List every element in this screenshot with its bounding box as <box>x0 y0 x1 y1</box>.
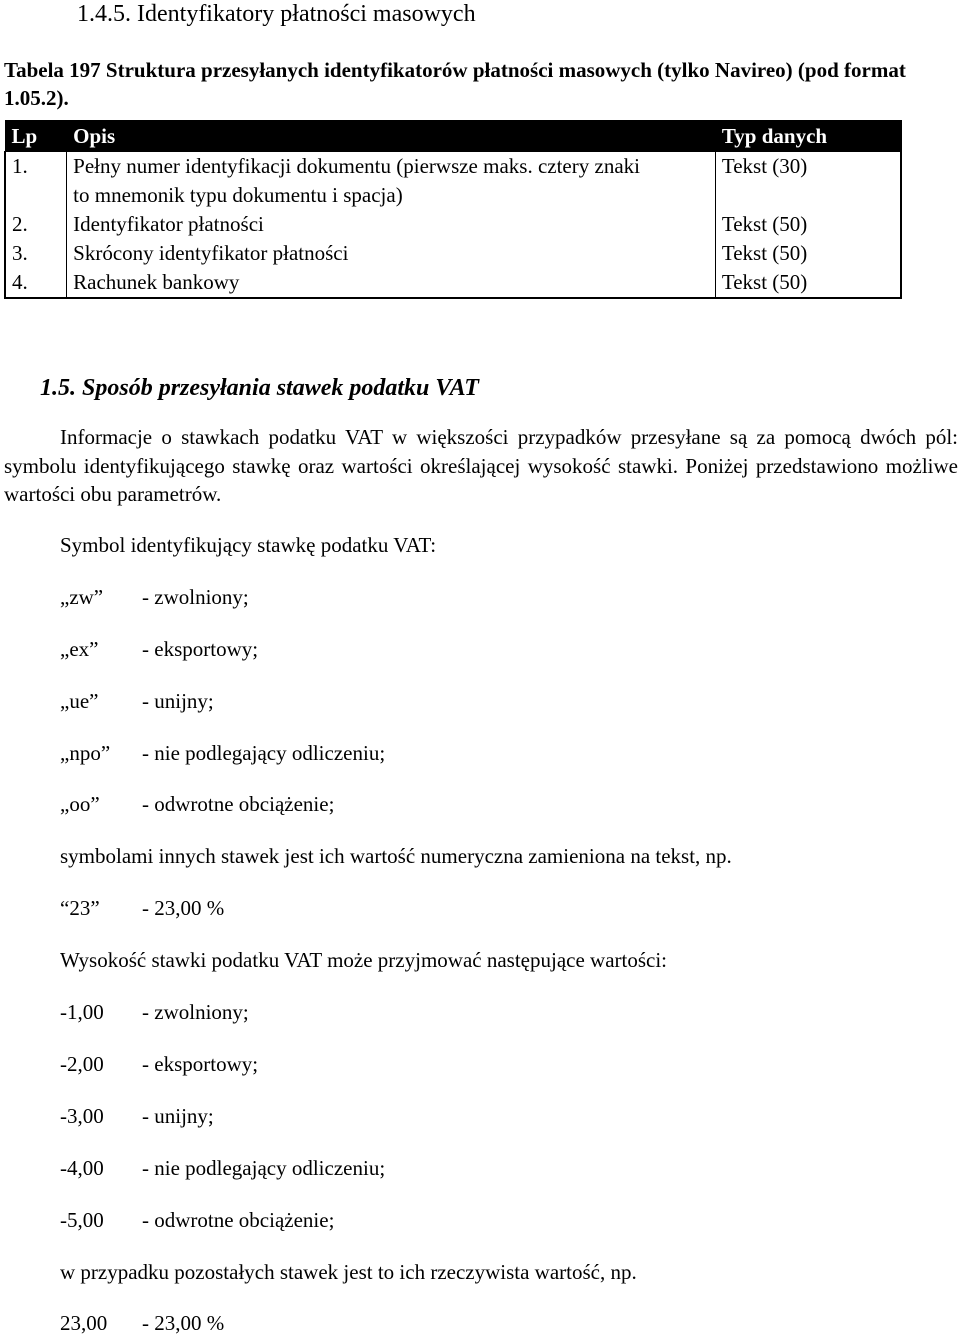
symbol-intro: Symbol identyfikujący stawkę podatku VAT: <box>60 533 437 557</box>
table-row <box>5 268 901 298</box>
cell-lp: 1. <box>5 152 67 211</box>
cell-opis: Skrócony identyfikator płatności <box>67 239 716 268</box>
table-row <box>5 239 901 268</box>
symbol-example-code: “23” <box>60 896 100 920</box>
table-row <box>5 210 901 239</box>
cell-opis: Rachunek bankowy <box>67 268 716 298</box>
symbol-desc: - zwolniony; <box>142 585 249 609</box>
value-example <box>60 1309 224 1337</box>
symbol-code: „ex” <box>60 637 99 661</box>
cell-lp: 4. <box>5 268 67 298</box>
symbol-item <box>60 790 334 818</box>
symbol-example <box>60 894 224 922</box>
symbol-code: „oo” <box>60 792 100 816</box>
cell-lp: 3. <box>5 239 67 268</box>
table-row <box>5 152 901 211</box>
cell-opis-line1: Pełny numer identyfikacji dokumentu (pierwsze maks. cztery znaki <box>73 154 640 178</box>
symbol-code: „zw” <box>60 585 104 609</box>
value-note: w przypadku pozostałych stawek jest to ich rzeczywista wartość, np. <box>60 1260 637 1284</box>
header-typ: Typ danych <box>715 121 901 152</box>
value-code: -5,00 <box>60 1208 104 1232</box>
symbol-item <box>60 583 249 611</box>
value-item <box>60 1154 385 1182</box>
symbol-desc: - odwrotne obciążenie; <box>142 792 335 816</box>
symbol-desc: - eksportowy; <box>142 637 259 661</box>
symbol-example-desc: - 23,00 % <box>142 896 225 920</box>
identifiers-table <box>4 120 902 299</box>
header-opis: Opis <box>67 121 716 152</box>
symbol-desc: - unijny; <box>142 689 214 713</box>
value-item <box>60 1206 334 1234</box>
value-example-desc: - 23,00 % <box>142 1311 225 1335</box>
sub-heading: 1.5. Sposób przesyłania stawek podatku VAT <box>40 375 479 401</box>
cell-typ: Tekst (50) <box>715 210 901 239</box>
symbol-desc: - nie podlegający odliczeniu; <box>142 741 386 765</box>
value-code: -3,00 <box>60 1104 104 1128</box>
cell-opis-line2: to mnemonik typu dokumentu i spacja) <box>73 183 403 207</box>
cell-typ: Tekst (30) <box>715 152 901 211</box>
cell-lp: 2. <box>5 210 67 239</box>
cell-opis <box>67 152 716 211</box>
value-example-code: 23,00 <box>60 1311 108 1335</box>
value-code: -2,00 <box>60 1052 104 1076</box>
section-heading: 1.4.5. Identyfikatory płatności masowych <box>77 1 476 27</box>
cell-typ: Tekst (50) <box>715 268 901 298</box>
symbol-item <box>60 635 258 663</box>
symbol-code: „npo” <box>60 741 111 765</box>
value-item <box>60 998 249 1026</box>
cell-opis: Identyfikator płatności <box>67 210 716 239</box>
header-lp: Lp <box>5 121 67 152</box>
value-desc: - odwrotne obciążenie; <box>142 1208 335 1232</box>
value-code: -4,00 <box>60 1156 104 1180</box>
symbol-item <box>60 739 385 767</box>
symbol-code: „ue” <box>60 689 99 713</box>
value-item <box>60 1102 214 1130</box>
symbol-note: symbolami innych stawek jest ich wartość numeryczna zamieniona na tekst, np. <box>60 844 732 868</box>
value-desc: - eksportowy; <box>142 1052 259 1076</box>
table-caption: Tabela 197 Struktura przesyłanych identyfikatorów płatności masowych (tylko Navireo) (pod format 1.05.2). <box>4 58 906 110</box>
value-desc: - unijny; <box>142 1104 214 1128</box>
intro-paragraph: Informacje o stawkach podatku VAT w większości przypadków przesyłane są za pomocą dwóch pól: symbolu identyfikującego stawkę oraz wartości określającej wysokość stawki. Poniżej przedstawiono możliwe wartości obu parametrów. <box>4 425 958 506</box>
symbol-item <box>60 687 214 715</box>
value-desc: - zwolniony; <box>142 1000 249 1024</box>
value-code: -1,00 <box>60 1000 104 1024</box>
value-intro: Wysokość stawki podatku VAT może przyjmować następujące wartości: <box>60 948 668 972</box>
table-header-row <box>5 121 901 152</box>
value-desc: - nie podlegający odliczeniu; <box>142 1156 386 1180</box>
value-item <box>60 1050 258 1078</box>
cell-typ: Tekst (50) <box>715 239 901 268</box>
